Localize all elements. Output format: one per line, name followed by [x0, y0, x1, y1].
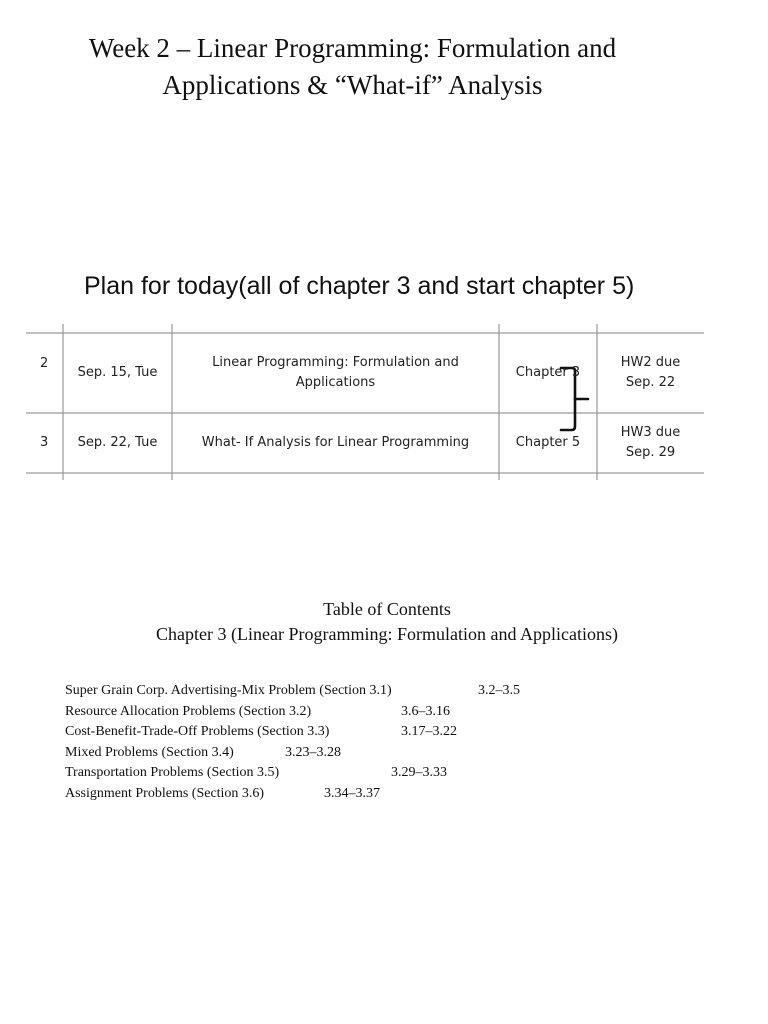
homework-line-1: HW2 due [620, 355, 681, 370]
table-cell-chapter: Chapter 3 [515, 365, 581, 380]
toc-item-range: 3.34–3.37 [324, 785, 380, 801]
table-cell-topic [172, 333, 499, 413]
toc-item-range: 3.2–3.5 [478, 683, 520, 698]
plan-heading: Plan for today(all of chapter 3 and start chapter 5) [84, 272, 635, 300]
toc-item-range: 3.17–3.22 [401, 724, 457, 739]
page-title-line-2: Applications & “What-if” Analysis [162, 70, 543, 100]
toc-item-text: Cost-Benefit-Trade-Off Problems (Section 3.3) [65, 724, 330, 739]
table-cell-homework [597, 333, 704, 413]
homework-line-1: HW3 due [620, 425, 681, 440]
table-cell-homework [597, 413, 704, 473]
toc-item-text: Resource Allocation Problems (Section 3.2) [65, 703, 312, 719]
page-title [0, 30, 700, 104]
toc-heading: Table of Contents [323, 599, 451, 619]
table-cell-date: Sep. 15, Tue [77, 365, 158, 380]
topic-line-2: Applications [295, 375, 376, 390]
toc-item-range: 3.29–3.33 [391, 765, 447, 780]
toc-item-text: Transportation Problems (Section 3.5) [65, 765, 280, 780]
table-cell-topic: What- If Analysis for Linear Programming [201, 435, 470, 450]
table-cell-week: 3 [40, 435, 49, 450]
table-cell-date: Sep. 22, Tue [77, 435, 158, 450]
toc-item-text: Super Grain Corp. Advertising-Mix Problem (Section 3.1) [65, 683, 392, 698]
toc-item-text: Mixed Problems (Section 3.4) [65, 744, 234, 760]
toc-item-text: Assignment Problems (Section 3.6) [65, 785, 265, 801]
toc-item-range: 3.23–3.28 [285, 744, 341, 760]
homework-line-2: Sep. 22 [625, 375, 676, 390]
table-cell-chapter: Chapter 5 [515, 435, 581, 450]
homework-line-2: Sep. 29 [625, 445, 676, 460]
table-cell-week: 2 [40, 356, 49, 371]
schedule-table [26, 324, 704, 480]
toc-subheading: Chapter 3 (Linear Programming: Formulation and Applications) [156, 624, 618, 644]
page-title-line-1: Week 2 – Linear Programming: Formulation and [88, 33, 617, 63]
topic-line-1: Linear Programming: Formulation and [212, 355, 459, 370]
toc-item-range: 3.6–3.16 [401, 703, 450, 719]
